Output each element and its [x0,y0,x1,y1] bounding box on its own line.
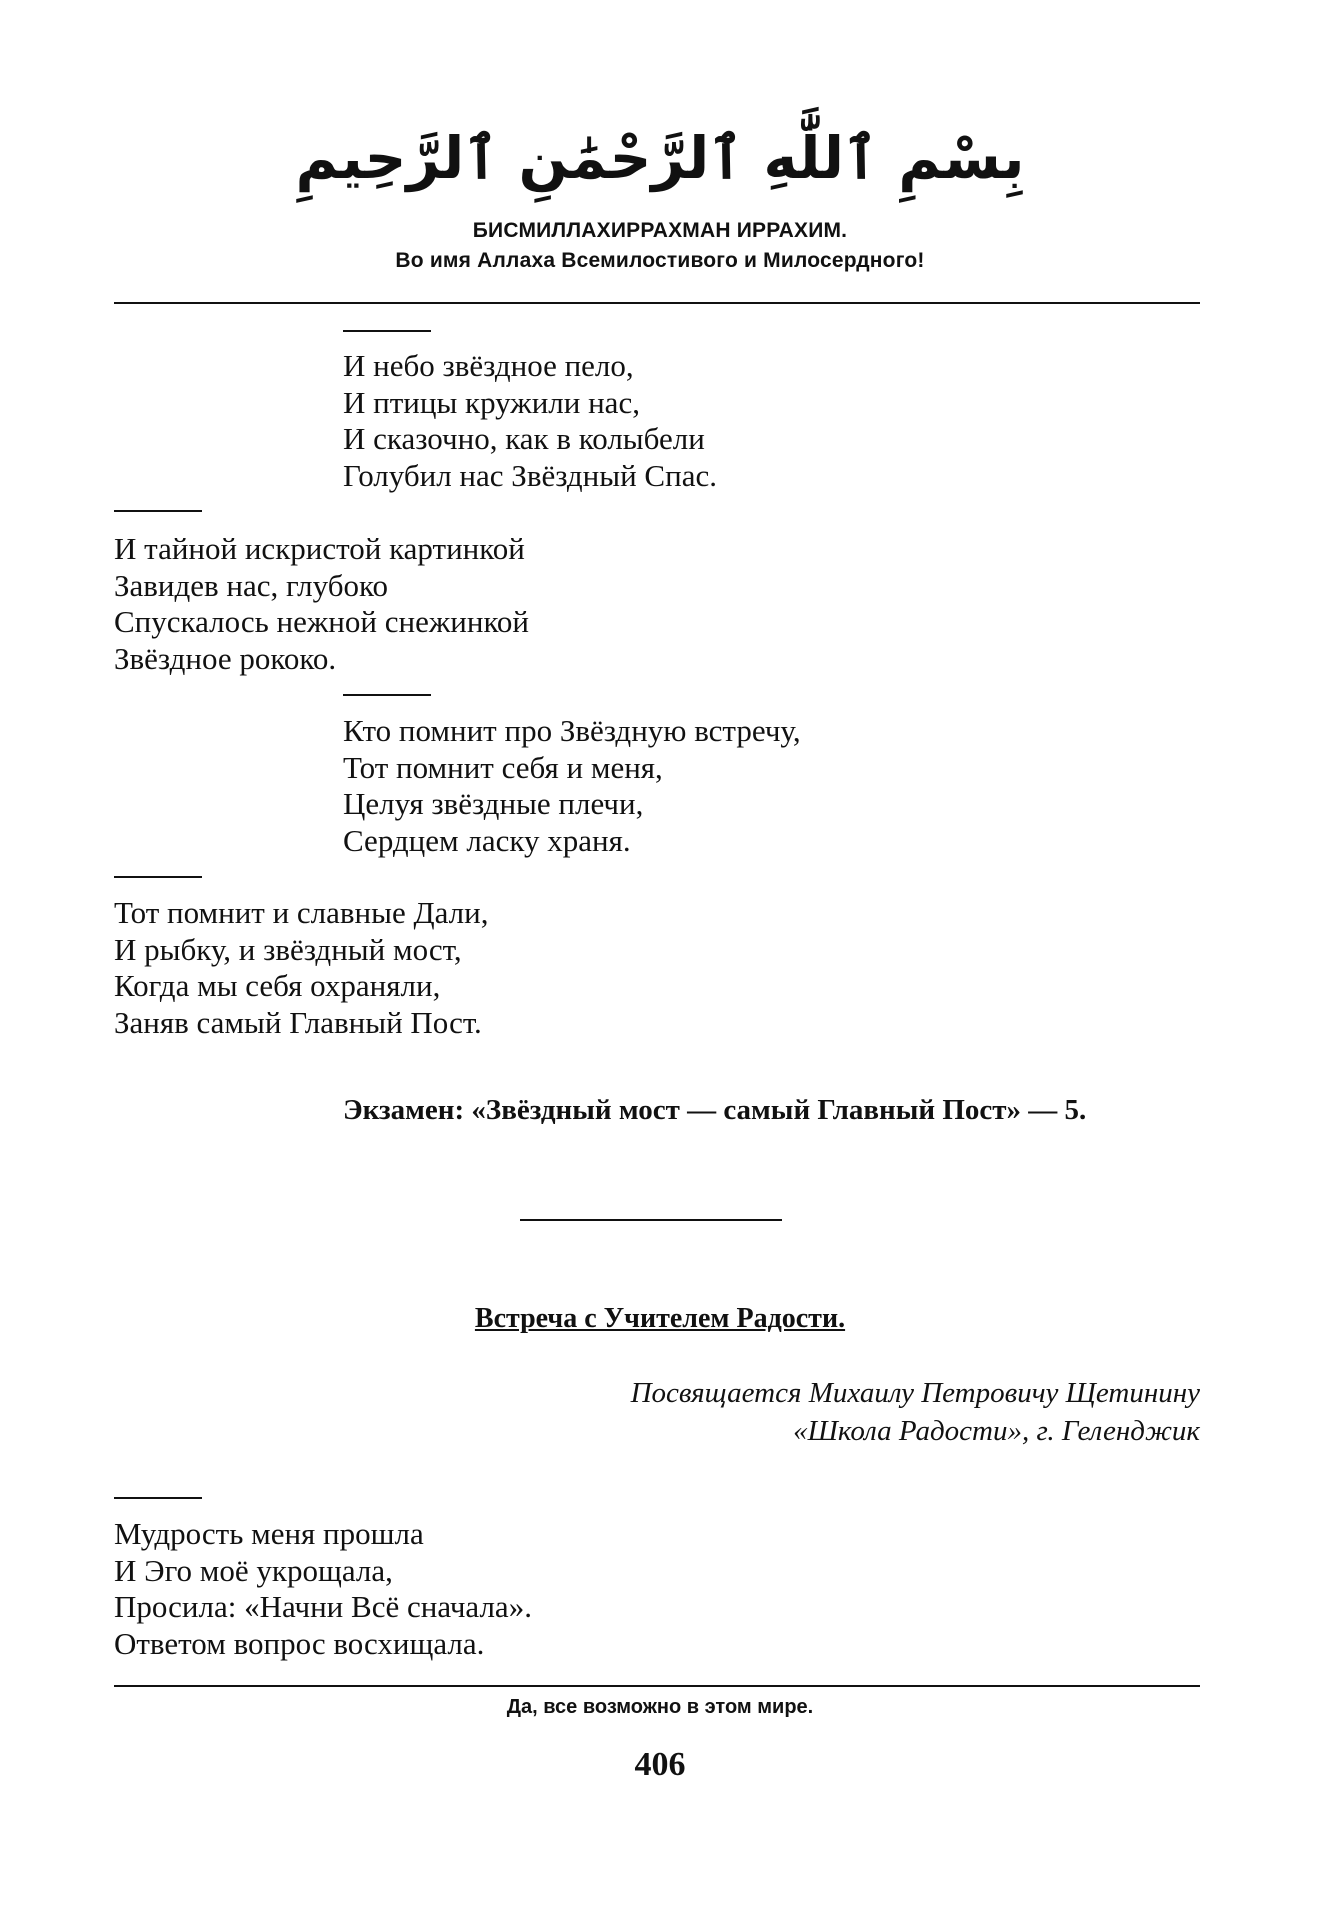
stanza-separator [343,694,431,696]
stanza [114,531,529,677]
poem-line: Голубил нас Звёздный Спас. [343,457,717,493]
footer-rule [114,1685,1200,1687]
stanza-separator [114,876,202,878]
poem-line: Когда мы себя охраняли, [114,968,441,1003]
poem-line: И небо звёздное пело, [343,348,634,383]
page-number: 406 [634,1746,686,1783]
poem-line: Заняв самый Главный Пост. [114,1004,482,1040]
poem-line: И тайной искристой картинкой [114,531,525,566]
section-title: Встреча с Учителем Радости. [474,1303,846,1334]
poem-line: Целуя звёздные плечи, [343,786,644,821]
exam-line: Экзамен: «Звёздный мост — самый Главный Пост» — 5. [343,1094,1087,1126]
header-subtitle: Во имя Аллаха Всемилостивого и Милосердного! [395,249,925,272]
stanza [343,348,717,494]
stanza-separator [114,510,202,512]
dedication [631,1374,1200,1450]
stanza [343,713,801,859]
footer-text: Да, все возможно в этом мире. [506,1696,814,1718]
poem-line: И Эго моё укрощала, [114,1552,393,1588]
poem-line: Ответом вопрос восхищала. [114,1625,485,1661]
dedication-line: Посвящается Михаилу Петровичу Щетинину [630,1377,1200,1409]
stanza-separator [343,330,431,332]
poem-line: Кто помнит про Звёздную встречу, [343,713,801,748]
section-divider [520,1219,782,1221]
poem-line: И сказочно, как в колыбели [343,421,705,456]
poem-line: Завидев нас, глубоко [114,567,389,603]
poem-line: И рыбку, и звёздный мост, [114,931,462,967]
bismillah-calligraphy: بِسْمِ ٱللَّٰهِ ٱلرَّحْمَٰنِ ٱلرَّحِيمِ [295,124,1025,192]
poem-line: Спускалось нежной снежинкой [114,604,530,639]
dedication-line: «Школа Радости», г. Геленджик [793,1415,1200,1447]
poem-line: Тот помнит себя и меня, [343,749,663,785]
poem-line: Тот помнит и славные Дали, [114,895,489,930]
header-rule [114,302,1200,304]
stanza [114,1516,532,1662]
stanza [114,895,488,1041]
poem-line: Просила: «Начни Всё сначала». [114,1589,532,1624]
poem-line: И птицы кружили нас, [343,384,640,420]
stanza-separator [114,1497,202,1499]
poem-line: Мудрость меня прошла [114,1516,424,1551]
poem-line: Звёздное рококо. [114,640,337,676]
header-title: БИСМИЛЛАХИРРАХМАН ИРРАХИМ. [472,219,848,242]
poem-line: Сердцем ласку храня. [343,822,631,858]
